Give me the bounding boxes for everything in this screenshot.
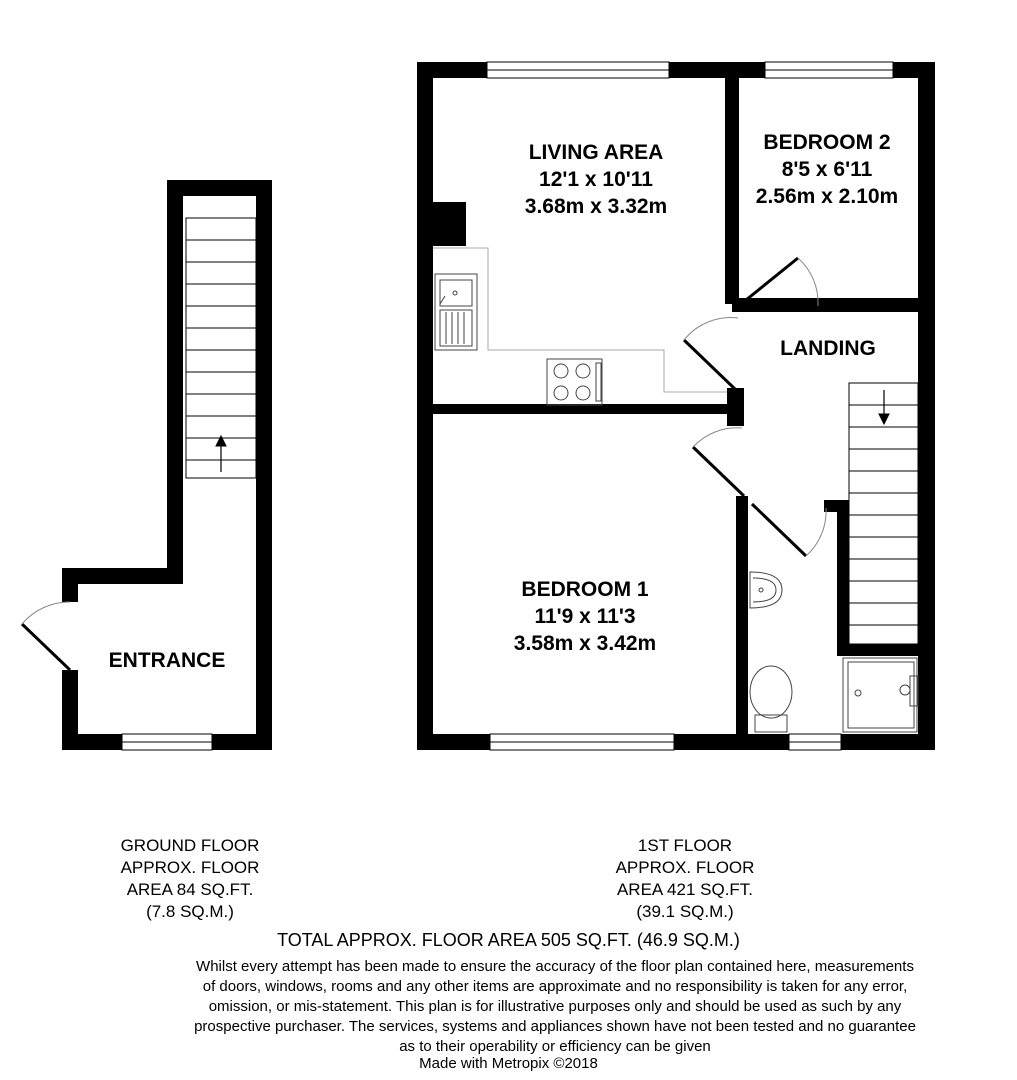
first-floor-staircase	[849, 383, 918, 644]
living-area-name: LIVING AREA	[528, 141, 664, 164]
bedroom2-imperial: 8'5 x 6'11	[781, 158, 873, 181]
entrance-label: ENTRANCE	[108, 649, 226, 672]
first-floor-plan	[417, 62, 935, 750]
disclaimer-line: as to their operability or efficiency can be given	[399, 1038, 711, 1055]
kitchen-sink	[435, 274, 477, 350]
entrance-door	[22, 602, 70, 670]
ground-floor-plan	[22, 180, 272, 750]
disclaimer	[130, 957, 980, 1057]
disclaimer-line: prospective purchaser. The services, systems and appliances shown have not been tested and no guarantee	[194, 1018, 916, 1035]
bathroom-toilet	[750, 666, 792, 732]
bedroom1-metric: 3.58m x 3.42m	[513, 632, 657, 655]
bathroom-basin	[750, 572, 782, 608]
ground-floor-area-sqft: AREA 84 SQ.FT.	[126, 880, 254, 899]
ground-floor-area-label: APPROX. FLOOR	[120, 858, 260, 877]
ground-staircase	[186, 218, 256, 478]
living-area-metric: 3.68m x 3.32m	[524, 195, 668, 218]
landing-label: LANDING	[780, 337, 876, 360]
first-floor-title: 1ST FLOOR	[637, 836, 733, 855]
first-floor-area-label: APPROX. FLOOR	[615, 858, 755, 877]
credit-line: Made with Metropix ©2018	[419, 1055, 598, 1072]
bedroom2-metric: 2.56m x 2.10m	[755, 185, 899, 208]
first-floor-caption	[555, 835, 815, 923]
ground-floor-area-sqm: (7.8 SQ.M.)	[146, 902, 234, 921]
ground-floor-title: GROUND FLOOR	[120, 836, 260, 855]
bedroom2-name: BEDROOM 2	[763, 131, 891, 154]
first-floor-area-sqm: (39.1 SQ.M.)	[636, 902, 734, 921]
first-floor-area-sqft: AREA 421 SQ.FT.	[616, 880, 754, 899]
bedroom1-imperial: 11'9 x 11'3	[534, 605, 636, 628]
total-floor-area: TOTAL APPROX. FLOOR AREA 505 SQ.FT. (46.9 SQ.M.)	[277, 930, 740, 950]
disclaimer-line: of doors, windows, rooms and any other items are approximate and no responsibility is taken for any error,	[202, 978, 908, 995]
bedroom1-name: BEDROOM 1	[521, 578, 649, 601]
shower-tray	[843, 658, 918, 732]
ground-floor-caption	[60, 835, 320, 923]
disclaimer-line: Whilst every attempt has been made to ensure the accuracy of the floor plan contained here, measurements	[196, 958, 914, 975]
disclaimer-line: omission, or mis-statement. This plan is for illustrative purposes only and should be used as such by any	[208, 998, 902, 1015]
ground-window	[122, 734, 212, 750]
kitchen-hob	[547, 359, 602, 405]
living-area-imperial: 12'1 x 10'11	[539, 168, 653, 191]
